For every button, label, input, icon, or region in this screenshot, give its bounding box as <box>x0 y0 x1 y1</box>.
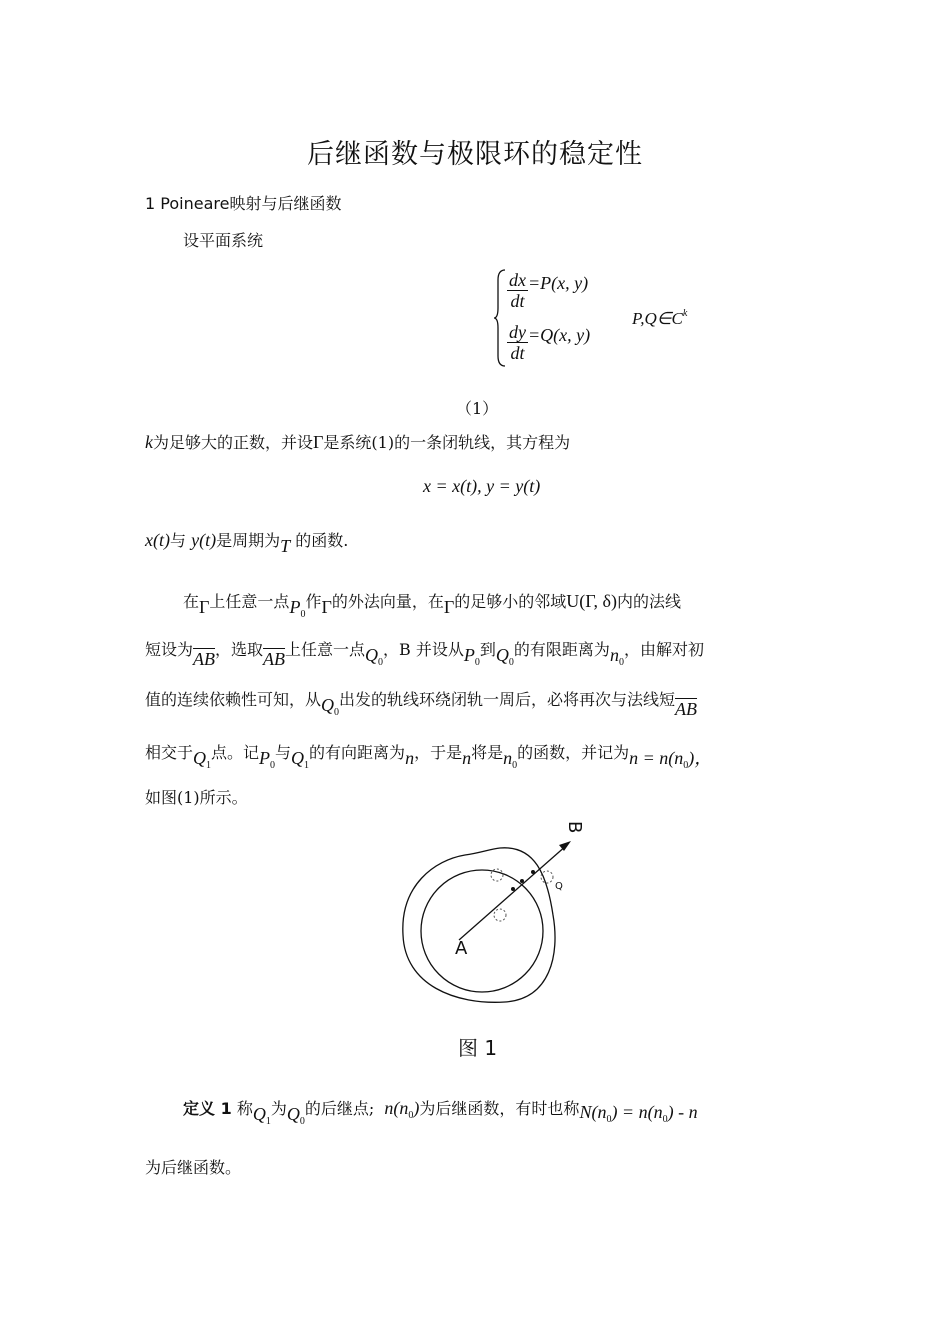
n-var: n <box>405 748 415 768</box>
AB: $\overline{AB}$ <box>263 649 286 669</box>
t: 上任意一点 <box>209 592 290 611</box>
t: ，于是 <box>414 743 463 762</box>
t: )， <box>688 748 713 768</box>
equation-label: （1） <box>456 399 499 418</box>
label-B: B <box>564 821 585 834</box>
Q-var: Q <box>495 645 509 665</box>
n-var: n <box>503 748 513 768</box>
t: 为后继函数，有时也称 <box>419 1099 580 1118</box>
t: ) = n(n <box>611 1102 663 1122</box>
sub: 0 <box>270 760 276 771</box>
n-func: n(n <box>384 1098 409 1118</box>
sub: 0 <box>512 760 518 771</box>
t: ，选取 <box>215 640 264 659</box>
AB: $\overline{AB}$ <box>675 699 698 719</box>
n-var: n <box>462 748 472 768</box>
n-var: n <box>609 645 619 665</box>
P-var: P <box>289 597 301 617</box>
t: 上任意一点 <box>285 640 366 659</box>
t: 短设为 <box>145 640 194 659</box>
t: 称 <box>236 1099 253 1118</box>
t: ，B 并设从 <box>383 640 464 659</box>
definition-head: 定义 1 <box>183 1099 232 1118</box>
t: 内的法线 <box>617 592 682 611</box>
dotted-marker-3 <box>494 909 506 921</box>
definition-line <box>183 1096 698 1127</box>
sub: 1 <box>265 1116 271 1127</box>
smoothness-condition <box>632 308 687 329</box>
P-var: P <box>463 645 475 665</box>
inner-orbit <box>421 870 543 992</box>
t: 为 <box>270 1099 287 1118</box>
eq1 <box>507 270 588 311</box>
Q-var: Q <box>291 748 305 768</box>
t: ，由解对初 <box>623 640 704 659</box>
sub: 0 <box>606 1114 612 1125</box>
intro-text: 设平面系统 <box>183 231 264 250</box>
P-var: P <box>259 748 271 768</box>
k-var: k <box>145 432 153 452</box>
cond-sup: k <box>682 308 688 319</box>
t: 点。记 <box>211 743 260 762</box>
n-func: n = n(n <box>629 748 684 768</box>
t: 作 <box>305 592 322 611</box>
left-brace <box>493 268 507 368</box>
xt-c: 的函数. <box>295 531 349 550</box>
para2-line1 <box>183 589 682 620</box>
sub: 0 <box>618 657 624 668</box>
t: 的足够小的邻域 <box>454 592 567 611</box>
dx: dx <box>509 270 526 290</box>
t: ) <box>413 1098 420 1118</box>
gamma: Γ <box>199 597 210 617</box>
figure-caption: 图 1 <box>458 1036 498 1060</box>
sub: 0 <box>300 609 306 620</box>
para2-line5: 如图(1)所示。 <box>145 788 248 807</box>
dy: dy <box>509 322 526 342</box>
T-var: T <box>280 536 291 556</box>
t: 的有限距离为 <box>513 640 610 659</box>
Q-var: Q <box>286 1104 300 1124</box>
neighborhood: U(Γ, δ) <box>566 591 618 611</box>
gamma: Γ <box>313 432 324 452</box>
arrowhead <box>559 841 571 851</box>
k-line <box>145 430 570 453</box>
t: 与 <box>275 743 292 762</box>
sub: 0 <box>334 707 340 718</box>
sub: 0 <box>408 1110 414 1121</box>
t: 值的连续依赖性可知，从 <box>145 690 322 709</box>
t: 出发的轨线环绕闭轨一周后，必将再次与法线短 <box>339 690 676 709</box>
k-text-b: 是系统(1)的一条闭轨线，其方程为 <box>323 433 571 452</box>
point-q1 <box>520 879 524 883</box>
t: 的外法向量，在 <box>331 592 444 611</box>
t: ) - n <box>667 1102 698 1122</box>
Q-var: Q <box>252 1104 266 1124</box>
sub: 1 <box>206 760 212 771</box>
t: 将是 <box>471 743 504 762</box>
t: 到 <box>479 640 496 659</box>
t: 的后继点; <box>304 1099 375 1118</box>
dt2: dt <box>510 343 525 363</box>
label-A: A <box>455 938 468 959</box>
t: 相交于 <box>145 743 194 762</box>
eq1-rhs: =P(x, y) <box>528 272 589 293</box>
yt: y(t) <box>191 530 217 550</box>
para2-line3 <box>145 687 698 719</box>
eq2 <box>507 322 590 363</box>
dt1: dt <box>510 291 525 311</box>
sub: 0 <box>378 657 384 668</box>
t: 在 <box>183 592 200 611</box>
sub: 0 <box>474 657 480 668</box>
xt-a: 与 <box>169 531 186 550</box>
cond: P,Q∈C <box>632 309 683 328</box>
sub: 1 <box>304 760 310 771</box>
figure-1 <box>395 815 595 1015</box>
xt-b: 是周期为 <box>216 531 281 550</box>
t: 的有向距离为 <box>309 743 406 762</box>
page-title: 后继函数与极限环的稳定性 <box>307 139 643 170</box>
sub: 0 <box>299 1116 305 1127</box>
para2-line4 <box>145 738 713 771</box>
point-p0 <box>511 887 515 891</box>
normal-line <box>459 845 567 940</box>
AB: $\overline{AB}$ <box>193 649 216 669</box>
para2-line2 <box>145 637 704 669</box>
sub: 0 <box>508 657 514 668</box>
Q-var: Q <box>365 645 379 665</box>
Q-var: Q <box>193 748 207 768</box>
section-heading: 1 Poineare映射与后继函数 <box>145 194 342 213</box>
gamma: Γ <box>321 597 332 617</box>
Q-var: Q <box>321 695 335 715</box>
parametric-equation: x = x(t), y = y(t) <box>423 476 541 496</box>
label-Q: Q <box>555 881 563 892</box>
N-func: N(n <box>579 1102 607 1122</box>
xt: x(t) <box>145 530 170 550</box>
point-q0 <box>531 870 535 874</box>
t: 的函数，并记为 <box>517 743 630 762</box>
period-line <box>145 528 349 556</box>
gamma: Γ <box>443 597 455 617</box>
k-text-a: 为足够大的正数，并设 <box>153 433 314 452</box>
definition-tail: 为后继函数。 <box>145 1158 242 1177</box>
sub: 0 <box>662 1114 668 1125</box>
eq2-rhs: =Q(x, y) <box>528 324 591 345</box>
sub: 0 <box>683 760 689 771</box>
